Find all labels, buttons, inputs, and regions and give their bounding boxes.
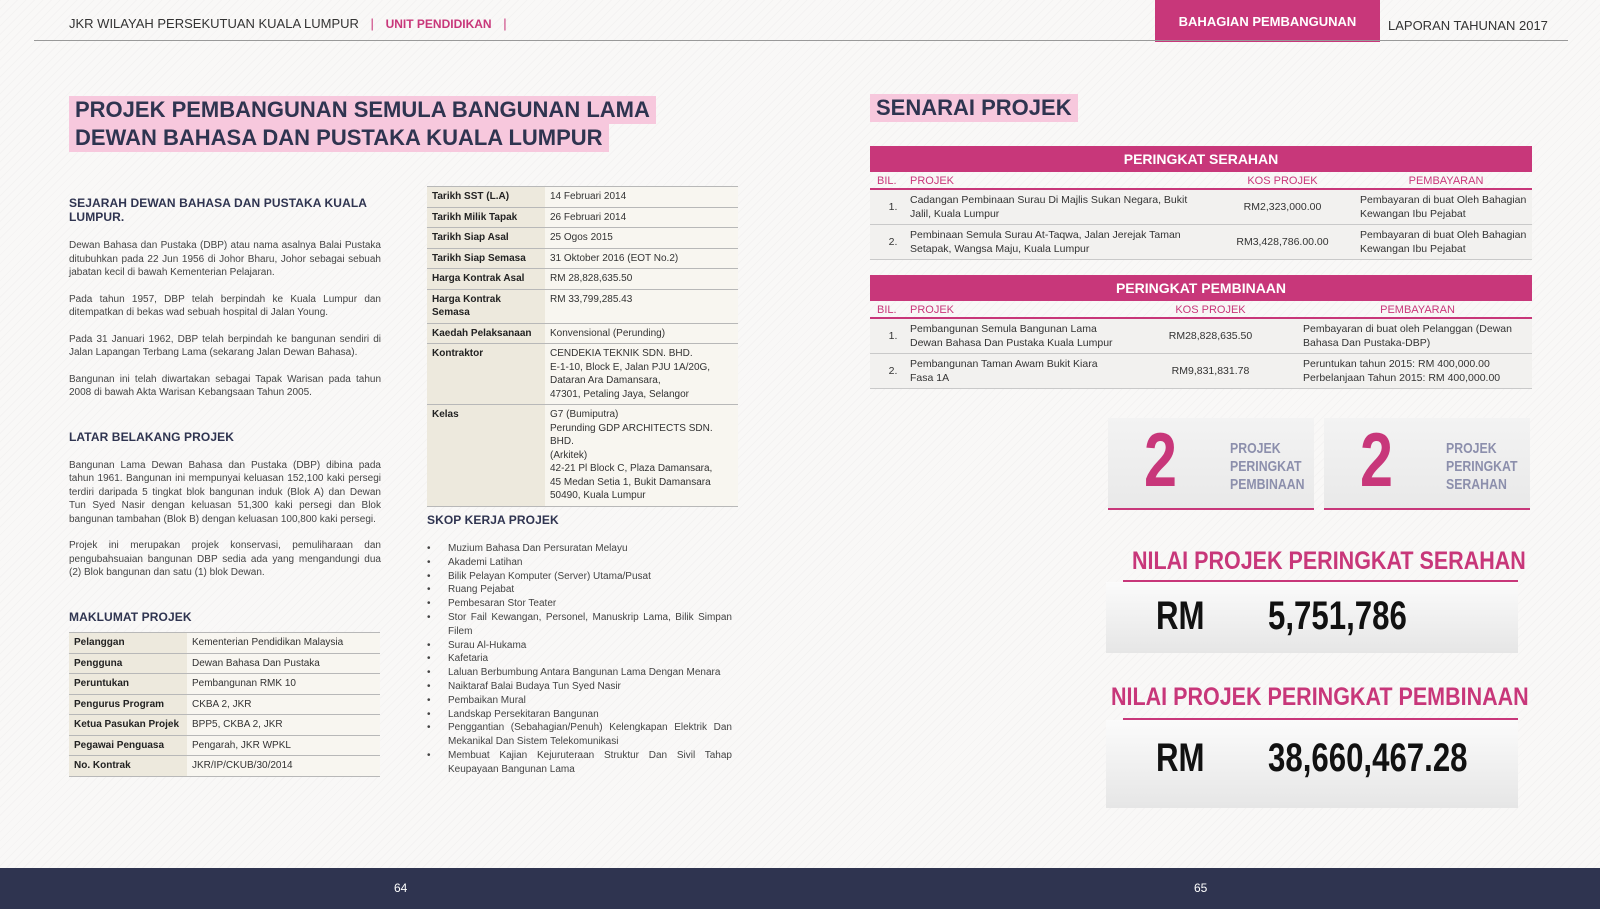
info-value: Kementerian Pendidikan Malaysia bbox=[187, 633, 380, 654]
info-row bbox=[427, 207, 738, 228]
title-line-2: DEWAN BAHASA DAN PUSTAKA KUALA LUMPUR bbox=[69, 124, 609, 152]
col-bil: BIL. bbox=[877, 175, 897, 187]
row-bil: 2. bbox=[888, 236, 898, 248]
latar-para: Projek ini merupakan projek konservasi, pemuliharaan dan pengubahsuaian bangunan DBP sedia ada yang mengandungi dua (2) Blok bangunan dan satu (1) blok Dewan. bbox=[69, 540, 381, 578]
info-key: Pegawai Penguasa bbox=[69, 735, 187, 756]
skop-item: • Muzium Bahasa Dan Persuratan Melayu bbox=[427, 542, 732, 556]
skop-heading: SKOP KERJA PROJEK bbox=[427, 513, 559, 527]
skop-item: • Surau Al-Hukama bbox=[427, 639, 732, 653]
info-key: Pengguna bbox=[69, 653, 187, 674]
info-row bbox=[69, 715, 380, 736]
history-column bbox=[69, 196, 381, 624]
col-kos: KOS PROJEK bbox=[1175, 304, 1246, 316]
info-key: Kontraktor bbox=[427, 344, 545, 405]
page-title bbox=[69, 96, 656, 152]
maklumat-heading: MAKLUMAT PROJEK bbox=[69, 609, 192, 624]
sejarah-para: Dewan Bahasa dan Pustaka (DBP) atau nama asalnya Balai Pustaka ditubuhkan pada 22 Jun 1956 di Johor Bharu, Johor sebagai sebuah jabatan kecil di bawah Kementerian Pelajaran. bbox=[69, 240, 381, 278]
row-bayaran: Pembayaran di buat oleh Pelanggan (Dewan Bahasa Dan Pustaka-DBP) bbox=[1303, 323, 1512, 349]
skop-list bbox=[427, 542, 732, 777]
sejarah-para: Bangunan ini telah diwartakan sebagai Tapak Warisan pada tahun 2008 di bawah Akta Warisan Kebangsaan Tahun 2005. bbox=[69, 373, 381, 398]
info-key: Kelas bbox=[427, 405, 545, 507]
info-value: BPP5, CKBA 2, JKR bbox=[187, 715, 380, 736]
info-row bbox=[427, 289, 738, 323]
info-value: CKBA 2, JKR bbox=[187, 694, 380, 715]
info-value: CENDEKIA TEKNIK SDN. BHD. E-1-10, Block E, Jalan PJU 1A/20G, Dataran Ara Damansara, 47301, Petaling Jaya, Selangor bbox=[545, 344, 738, 405]
info-key: No. Kontrak bbox=[69, 756, 187, 777]
info-key: Tarikh Milik Tapak bbox=[427, 207, 545, 228]
info-value: JKR/IP/CKUB/30/2014 bbox=[187, 756, 380, 777]
row-kos: RM9,831,831.78 bbox=[1171, 365, 1250, 377]
senarai-title bbox=[870, 94, 1078, 122]
info-value: Pengarah, JKR WPKL bbox=[187, 735, 380, 756]
row-projek: Pembangunan Semula Bangunan Lama Dewan Bahasa Dan Pustaka Kuala Lumpur bbox=[910, 323, 1113, 349]
info-key: Peruntukan bbox=[69, 674, 187, 695]
skop-item: • Naiktaraf Balai Budaya Tun Syed Nasir bbox=[427, 680, 732, 694]
info-key: Harga Kontrak Asal bbox=[427, 269, 545, 290]
stat-serahan-label: PROJEK PERINGKAT SERAHAN bbox=[1446, 440, 1518, 493]
table-header-row bbox=[870, 172, 1532, 190]
row-bayaran: Pembayaran di buat Oleh Bahagian Kewangan Ibu Pejabat bbox=[1360, 194, 1527, 220]
row-bayaran: Pembayaran di buat Oleh Bahagian Kewangan Ibu Pejabat bbox=[1360, 229, 1527, 255]
skop-item: • Bilik Pelayan Komputer (Server) Utama/Pusat bbox=[427, 570, 732, 584]
skop-item: • Stor Fail Kewangan, Personel, Manuskrip Lama, Bilik Simpan Filem bbox=[427, 611, 732, 639]
footer-bar bbox=[0, 868, 1600, 909]
col-bil: BIL. bbox=[877, 304, 897, 316]
stat-pembinaan-count: 2 bbox=[1144, 418, 1177, 503]
header-divider bbox=[34, 40, 1568, 41]
info-row bbox=[69, 735, 380, 756]
info-row bbox=[69, 653, 380, 674]
stat-pembinaan bbox=[1108, 418, 1314, 510]
col-bayaran: PEMBAYARAN bbox=[1380, 304, 1455, 316]
currency-label: RM bbox=[1156, 736, 1205, 780]
page-number-left: 64 bbox=[394, 881, 408, 895]
row-bil: 1. bbox=[888, 201, 898, 213]
row-projek: Pembangunan Taman Awam Bukit Kiara Fasa 1A bbox=[910, 358, 1098, 384]
title-line-1: PROJEK PEMBANGUNAN SEMULA BANGUNAN LAMA bbox=[69, 96, 656, 124]
info-key: Pengurus Program bbox=[69, 694, 187, 715]
info-row bbox=[69, 633, 380, 654]
skop-item: • Membuat Kajian Kejuruteraan Struktur Dan Sivil Tahap Keupayaan Bangunan Lama bbox=[427, 749, 732, 777]
info-row bbox=[427, 187, 738, 208]
info-row bbox=[427, 344, 738, 405]
sejarah-para: Pada tahun 1957, DBP telah berpindah ke Kuala Lumpur dan ditempatkan di bekas wad sebuah hospital di Jalan Young. bbox=[69, 293, 381, 318]
senarai-title-text: SENARAI PROJEK bbox=[870, 94, 1078, 122]
nilai-serahan-box bbox=[1106, 582, 1518, 653]
project-row bbox=[870, 190, 1532, 225]
info-value: Konvensional (Perunding) bbox=[545, 323, 738, 344]
row-projek: Pembinaan Semula Surau At-Taqwa, Jalan Jerejak Taman Setapak, Wangsa Maju, Kuala Lumpur bbox=[910, 229, 1181, 255]
header-org bbox=[69, 16, 515, 31]
info-key: Tarikh Siap Semasa bbox=[427, 248, 545, 269]
maklumat-table bbox=[69, 632, 380, 777]
sejarah-para: Pada 31 Januari 1962, DBP telah berpindah ke bangunan sendiri di Jalan Lapangan Terbang Lama (sekarang Jalan Dewan Bahasa). bbox=[69, 333, 381, 358]
org-name: JKR WILAYAH PERSEKUTUAN KUALA LUMPUR bbox=[69, 16, 359, 31]
pembinaan-heading: PERINGKAT PEMBINAAN bbox=[870, 275, 1532, 301]
info-value: 14 Februari 2014 bbox=[545, 187, 738, 208]
info-key: Pelanggan bbox=[69, 633, 187, 654]
project-row bbox=[870, 225, 1532, 260]
skop-item: • Penggantian (Sebahagian/Penuh) Kelengkapan Elektrik Dan Mekanikal Dan Sistem Telekomunikasi bbox=[427, 721, 732, 749]
info-value: Pembangunan RMK 10 bbox=[187, 674, 380, 695]
info-value: 31 Oktober 2016 (EOT No.2) bbox=[545, 248, 738, 269]
info-row bbox=[427, 323, 738, 344]
project-row bbox=[870, 354, 1532, 389]
skop-item: • Kafetaria bbox=[427, 652, 732, 666]
skop-item: • Landskap Persekitaran Bangunan bbox=[427, 708, 732, 722]
info-value: Dewan Bahasa Dan Pustaka bbox=[187, 653, 380, 674]
latar-heading: LATAR BELAKANG PROJEK bbox=[69, 429, 234, 444]
currency-label: RM bbox=[1156, 594, 1205, 638]
nilai-pembinaan-box bbox=[1106, 720, 1518, 808]
info-value: G7 (Bumiputra) Perunding GDP ARCHITECTS SDN. BHD. (Arkitek) 42-21 Pl Block C, Plaza Damansara, 45 Medan Setia 1, Bukit Damansara 50490, Kuala Lumpur bbox=[545, 405, 738, 507]
info-value: 25 Ogos 2015 bbox=[545, 228, 738, 249]
serahan-heading: PERINGKAT SERAHAN bbox=[870, 146, 1532, 172]
skop-item: • Pembaikan Mural bbox=[427, 694, 732, 708]
table-header-row bbox=[870, 301, 1532, 319]
info-value: 26 Februari 2014 bbox=[545, 207, 738, 228]
info-row bbox=[69, 674, 380, 695]
info-row bbox=[427, 228, 738, 249]
col-bayaran: PEMBAYARAN bbox=[1408, 175, 1484, 187]
project-row bbox=[870, 319, 1532, 354]
row-kos: RM3,428,786.00.00 bbox=[1236, 236, 1329, 248]
header-separator: | bbox=[370, 16, 374, 31]
skop-item: • Pembesaran Stor Teater bbox=[427, 597, 732, 611]
stat-pembinaan-label: PROJEK PERINGKAT PEMBINAAN bbox=[1230, 440, 1305, 493]
col-projek: PROJEK bbox=[910, 304, 955, 316]
info-key: Ketua Pasukan Projek bbox=[69, 715, 187, 736]
row-bil: 2. bbox=[888, 365, 898, 377]
row-kos: RM28,828,635.50 bbox=[1168, 330, 1253, 342]
skop-item: • Akademi Latihan bbox=[427, 556, 732, 570]
row-bayaran: Peruntukan tahun 2015: RM 400,000.00 Perbelanjaan Tahun 2015: RM 400,000.00 bbox=[1303, 358, 1501, 384]
skop-section bbox=[427, 513, 732, 777]
info-value: RM 33,799,285.43 bbox=[545, 289, 738, 323]
info-key: Harga Kontrak Semasa bbox=[427, 289, 545, 323]
nilai-pembinaan-amount: 38,660,467.28 bbox=[1268, 736, 1468, 780]
skop-item: • Laluan Berbumbung Antara Bangunan Lama Dengan Menara bbox=[427, 666, 732, 680]
page-number-right: 65 bbox=[1194, 881, 1208, 895]
col-projek: PROJEK bbox=[910, 175, 955, 187]
pembinaan-table bbox=[870, 275, 1532, 389]
info-value: RM 28,828,635.50 bbox=[545, 269, 738, 290]
info-row bbox=[69, 756, 380, 777]
nilai-pembinaan-title: NILAI PROJEK PERINGKAT PEMBINAAN bbox=[1111, 683, 1529, 711]
info-key: Kaedah Pelaksanaan bbox=[427, 323, 545, 344]
nilai-serahan-amount: 5,751,786 bbox=[1268, 594, 1407, 638]
info-row bbox=[427, 269, 738, 290]
info-row bbox=[427, 405, 738, 507]
info-row bbox=[69, 694, 380, 715]
row-kos: RM2,323,000.00 bbox=[1243, 201, 1322, 213]
col-kos: KOS PROJEK bbox=[1247, 175, 1318, 187]
row-bil: 1. bbox=[888, 330, 898, 342]
header-separator-2: | bbox=[503, 16, 507, 31]
info-key: Tarikh SST (L.A) bbox=[427, 187, 545, 208]
skop-item: • Ruang Pejabat bbox=[427, 583, 732, 597]
stat-serahan bbox=[1324, 418, 1530, 510]
report-title: LAPORAN TAHUNAN 2017 bbox=[1388, 18, 1548, 33]
unit-name: UNIT PENDIDIKAN bbox=[385, 17, 492, 31]
row-projek: Cadangan Pembinaan Surau Di Majlis Sukan Negara, Bukit Jalil, Kuala Lumpur bbox=[910, 194, 1188, 220]
serahan-table bbox=[870, 146, 1532, 260]
info-key: Tarikh Siap Asal bbox=[427, 228, 545, 249]
info-row bbox=[427, 248, 738, 269]
stat-serahan-count: 2 bbox=[1360, 418, 1393, 503]
sejarah-heading: SEJARAH DEWAN BAHASA DAN PUSTAKA KUALA LUMPUR. bbox=[69, 196, 367, 224]
tarikh-table bbox=[427, 186, 738, 507]
nilai-serahan-title: NILAI PROJEK PERINGKAT SERAHAN bbox=[1132, 547, 1526, 575]
section-tab: BAHAGIAN PEMBANGUNAN bbox=[1155, 0, 1380, 42]
latar-para: Bangunan Lama Dewan Bahasa dan Pustaka (DBP) dibina pada tahun 1961. Bangunan ini mempunyai keluasan 152,100 kaki persegi terdiri daripada 5 tingkat blok bangunan induk (Blok A) dan Dewan Tun Syed Nasir dengan keluasan 51,300 kaki persegi dan Blok bangunan tambahan (Blok B) dengan keluasan 100,800 kaki persegi. bbox=[69, 459, 381, 525]
